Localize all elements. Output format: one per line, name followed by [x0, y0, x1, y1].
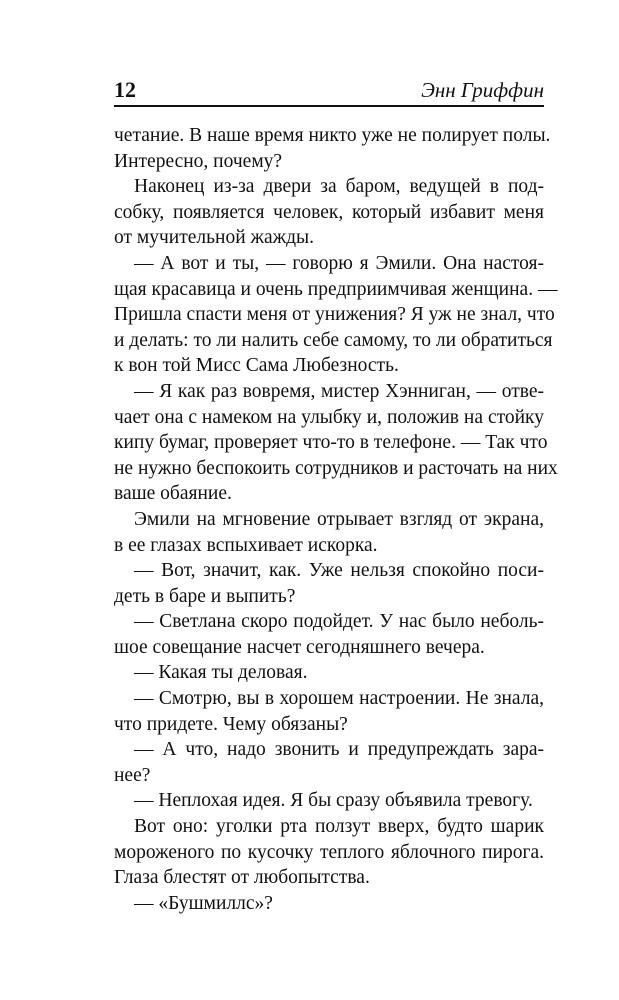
text-line: нее?: [114, 764, 151, 786]
text-line: собку, появляется человек, который избавит меня: [114, 201, 544, 223]
text-line: чает она с намеком на улыбку и, положив на стойку: [114, 406, 544, 428]
text-line: деть в баре и выпить?: [114, 585, 296, 607]
text-line: Глаза блестят от любопытства.: [114, 867, 370, 889]
text-line: Эмили на мгновение отрывает взгляд от экрана,: [134, 508, 544, 530]
text-line: шое совещание насчет сегодняшнего вечера.: [114, 636, 485, 658]
text-line: щая красавица и очень предприимчивая женщина. —: [114, 278, 558, 300]
text-line: ваше обаяние.: [114, 483, 232, 505]
text-line: кипу бумаг, проверяет что-то в телефоне. — Так что: [114, 432, 548, 454]
text-line: — Я как раз вовремя, мистер Хэнниган, — отве-: [134, 380, 544, 402]
text-line: Наконец из-за двери за баром, ведущей в под-: [134, 176, 544, 198]
text-line: четание. В наше время никто уже не полирует полы.: [114, 125, 551, 146]
text-line: — А вот и ты, — говорю я Эмили. Она настоя-: [134, 252, 544, 274]
running-head-author: Энн Гриффин: [421, 78, 544, 102]
text-line: Пришла спасти меня от унижения? Я уж не знал, что: [114, 304, 555, 326]
text-line: Вот оно: уголки рта ползут вверх, будто шарик: [134, 816, 544, 838]
text-line: и делать: то ли налить себе самому, то ли обратиться: [114, 329, 553, 351]
text-line: — Какая ты деловая.: [134, 662, 308, 684]
text-line: к вон той Мисс Сама Любезность.: [114, 355, 399, 377]
text-line: от мучительной жажды.: [114, 227, 315, 249]
text-line: мороженого по кусочку теплого яблочного пирога.: [114, 841, 544, 863]
body-text: [114, 123, 558, 916]
header-divider: [114, 105, 544, 107]
page-number: 12: [114, 77, 136, 102]
text-line: что придете. Чему обязаны?: [114, 713, 348, 735]
text-line: Интересно, почему?: [114, 150, 283, 172]
page-header: [114, 74, 544, 106]
text-line: — «Бушмиллс»?: [134, 892, 273, 914]
text-line: — Неплохая идея. Я бы сразу объявила тревогу.: [134, 790, 533, 812]
text-line: — А что, надо звонить и предупреждать зара-: [134, 739, 544, 761]
text-line: в ее глазах вспыхивает искорка.: [114, 534, 378, 556]
text-line: — Светлана скоро подойдет. У нас было неболь-: [134, 611, 544, 633]
text-line: не нужно беспокоить сотрудников и расточать на них: [114, 457, 558, 479]
text-line: — Вот, значит, как. Уже нельзя спокойно поси-: [134, 560, 544, 582]
text-line: — Смотрю, вы в хорошем настроении. Не знала,: [134, 688, 544, 710]
